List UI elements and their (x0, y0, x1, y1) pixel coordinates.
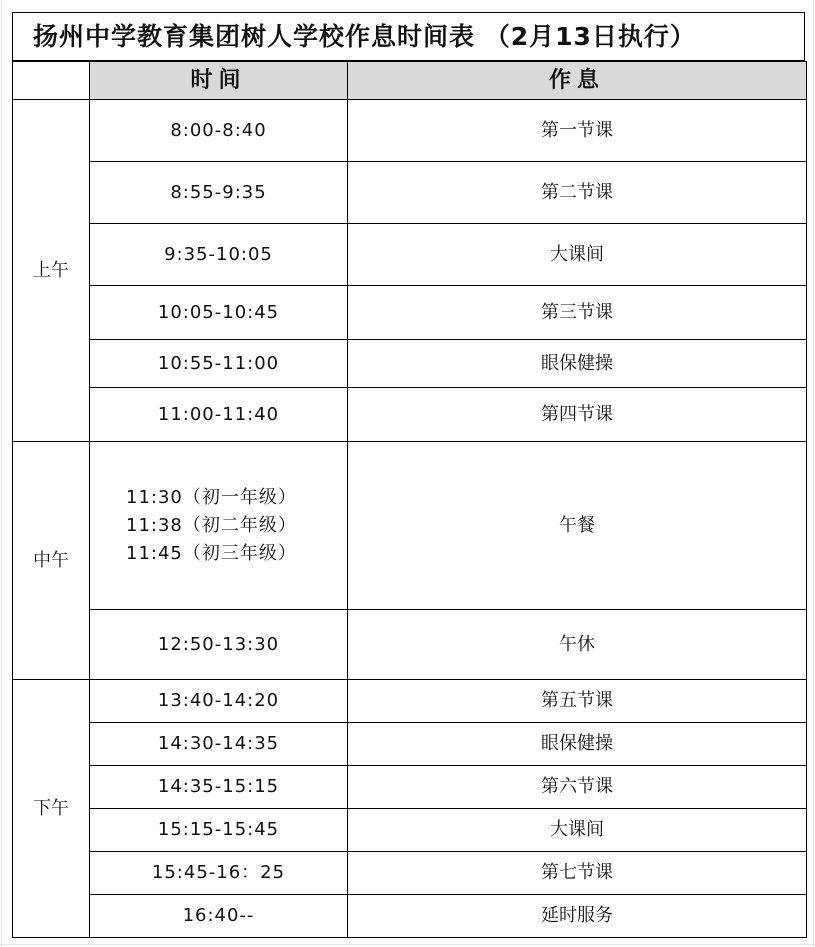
lunch-time-grade-3: 11:45（初三年级） (126, 542, 297, 564)
sheet-gridline (0, 944, 815, 945)
header-time: 时间 (90, 62, 348, 100)
activity-cell: 第四节课 (348, 388, 807, 442)
table-row (13, 442, 807, 610)
lunch-time-grade-1: 11:30（初一年级） (126, 486, 297, 508)
lunch-times-cell (90, 442, 348, 610)
table-row (13, 610, 807, 680)
period-afternoon: 下午 (13, 680, 90, 938)
time-cell: 13:40-14:20 (90, 680, 348, 723)
table-row (13, 723, 807, 766)
table-row (13, 809, 807, 852)
time-cell: 15:45-16：25 (90, 852, 348, 895)
time-cell: 12:50-13:30 (90, 610, 348, 680)
activity-cell: 第一节课 (348, 100, 807, 162)
table-row (13, 100, 807, 162)
activity-cell: 第七节课 (348, 852, 807, 895)
table-row (13, 852, 807, 895)
period-morning: 上午 (13, 100, 90, 442)
activity-cell: 午餐 (348, 442, 807, 610)
activity-cell: 第五节课 (348, 680, 807, 723)
header-blank-cell (13, 62, 90, 100)
sheet-gridline (813, 0, 814, 947)
period-noon: 中午 (13, 442, 90, 680)
schedule-table (12, 61, 807, 938)
table-row (13, 224, 807, 286)
time-cell: 8:00-8:40 (90, 100, 348, 162)
time-cell: 10:55-11:00 (90, 340, 348, 388)
activity-cell: 午休 (348, 610, 807, 680)
lunch-time-grade-2: 11:38（初二年级） (126, 514, 297, 536)
time-cell: 11:00-11:40 (90, 388, 348, 442)
header-activity: 作息 (348, 62, 807, 100)
table-row (13, 162, 807, 224)
table-row (13, 766, 807, 809)
time-cell: 14:35-15:15 (90, 766, 348, 809)
time-cell: 8:55-9:35 (90, 162, 348, 224)
table-row (13, 286, 807, 340)
activity-cell: 第三节课 (348, 286, 807, 340)
header-row (13, 62, 807, 100)
time-cell: 10:05-10:45 (90, 286, 348, 340)
activity-cell: 大课间 (348, 224, 807, 286)
activity-cell: 第六节课 (348, 766, 807, 809)
table-row (13, 895, 807, 938)
activity-cell: 大课间 (348, 809, 807, 852)
time-cell: 15:15-15:45 (90, 809, 348, 852)
schedule-title: 扬州中学教育集团树人学校作息时间表 （2月13日执行） (12, 12, 805, 61)
table-row (13, 680, 807, 723)
activity-cell: 第二节课 (348, 162, 807, 224)
table-row (13, 340, 807, 388)
table-row (13, 388, 807, 442)
activity-cell: 眼保健操 (348, 723, 807, 766)
activity-cell: 延时服务 (348, 895, 807, 938)
sheet-gridline (1, 0, 2, 947)
time-cell: 9:35-10:05 (90, 224, 348, 286)
time-cell: 16:40-- (90, 895, 348, 938)
activity-cell: 眼保健操 (348, 340, 807, 388)
time-cell: 14:30-14:35 (90, 723, 348, 766)
